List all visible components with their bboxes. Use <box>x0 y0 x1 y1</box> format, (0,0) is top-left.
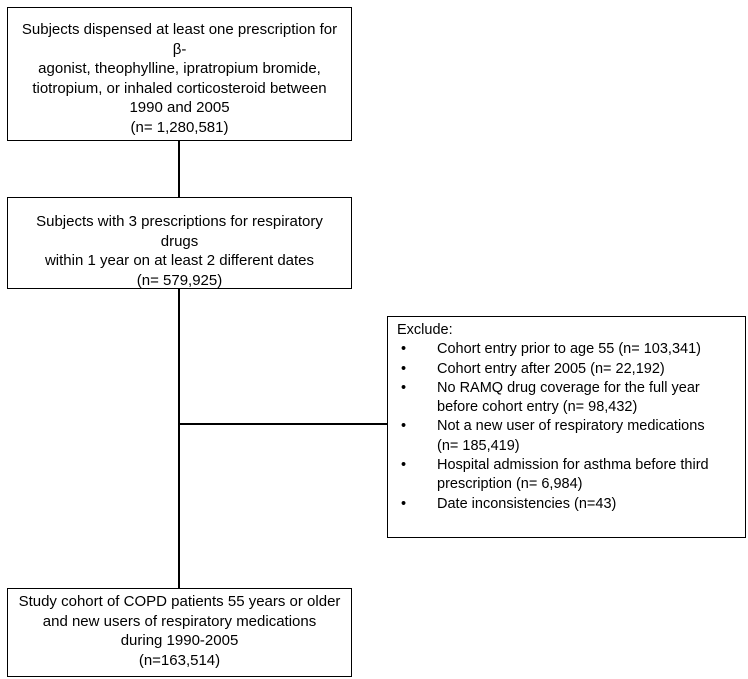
bullet-icon: • <box>401 495 407 512</box>
exclusion-item <box>397 360 737 379</box>
exclusion-item <box>397 340 737 359</box>
bullet-icon: • <box>401 418 407 435</box>
exclusion-item-text: prescription (n= 6,984) <box>437 476 583 493</box>
exclusion-item-text: Cohort entry prior to age 55 (n= 103,341) <box>437 341 701 358</box>
connector-box2-box4 <box>178 289 180 588</box>
exclusion-item-text: Cohort entry after 2005 (n= 22,192) <box>437 360 665 377</box>
exclusion-item-text: Hospital admission for asthma before third <box>437 457 709 474</box>
box4-count: (n=163,514) <box>138 651 221 669</box>
exclusion-item <box>397 495 737 514</box>
exclusion-list <box>397 340 737 514</box>
exclusion-item <box>397 379 737 418</box>
bullet-icon: • <box>401 379 407 396</box>
exclusion-item-text: Date inconsistencies (n=43) <box>437 495 617 512</box>
box1-line: agonist, theophylline, ipratropium bromide, <box>38 60 321 77</box>
exclusion-item-text: No RAMQ drug coverage for the full year <box>437 379 700 396</box>
box1-line: tiotropium, or inhaled corticosteroid between <box>32 79 327 97</box>
box2-line: Subjects with 3 prescriptions for respiratory drugs <box>36 213 323 250</box>
box1-line: 1990 and 2005 <box>129 99 230 116</box>
initial-population-box <box>7 7 352 141</box>
connector-to-exclusion <box>178 423 387 425</box>
exclusion-item-text: Not a new user of respiratory medications <box>437 418 705 435</box>
bullet-icon: • <box>401 457 407 474</box>
bullet-icon: • <box>401 341 407 358</box>
exclusion-item-text: before cohort entry (n= 98,432) <box>437 399 638 416</box>
box2-count: (n= 579,925) <box>136 271 223 289</box>
bullet-icon: • <box>401 360 407 377</box>
box4-line: Study cohort of COPD patients 55 years or older <box>18 593 341 610</box>
study-cohort-box <box>7 588 352 677</box>
exclusion-item <box>397 456 737 495</box>
box4-line: and new users of respiratory medications <box>42 612 317 630</box>
exclusion-item-text: (n= 185,419) <box>437 437 520 454</box>
prescription-criteria-box <box>7 197 352 289</box>
connector-box1-box2 <box>178 141 180 197</box>
exclusion-title: Exclude: <box>397 322 453 338</box>
exclusion-box <box>387 316 746 538</box>
box4-line: during 1990-2005 <box>120 632 239 649</box>
box2-line: within 1 year on at least 2 different dates <box>44 252 315 269</box>
exclusion-item <box>397 417 737 456</box>
box1-line: Subjects dispensed at least one prescription for β- <box>21 21 338 58</box>
box1-count: (n= 1,280,581) <box>130 118 229 136</box>
